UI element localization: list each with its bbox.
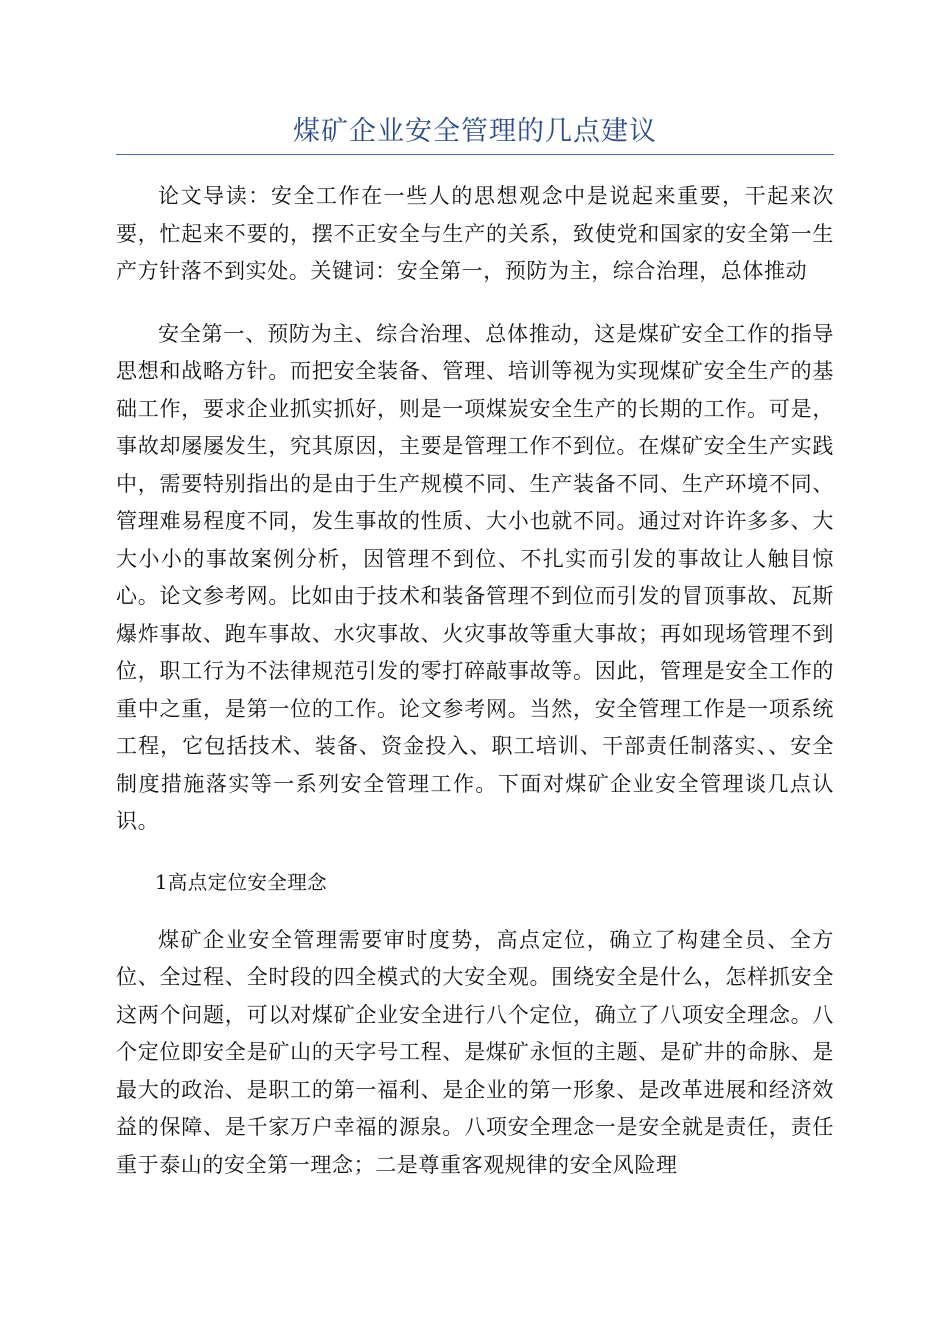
title-underline	[116, 154, 834, 155]
section-heading: 1高点定位安全理念	[155, 870, 328, 894]
document-body	[116, 178, 834, 1209]
section-paragraph: 煤矿企业安全管理需要审时度势，高点定位，确立了构建全员、全方位、全过程、全时段的四全模式的大安全观。围绕安全是什么，怎样抓安全这两个问题，可以对煤矿企业安全进行八个定位，确立了八项安全理念。八个定位即安全是矿山的天字号工程、是煤矿永恒的主题、是矿井的命脉、是最大的政治、是职工的第一福利、是企业的第一形象、是改革进展和经济效益的保障、是千家万户幸福的源泉。八项安全理念一是安全就是责任，责任重于泰山的安全第一理念；二是尊重客观规律的安全风险理	[116, 927, 834, 1177]
abstract-paragraph: 论文导读：安全工作在一些人的思想观念中是说起来重要，干起来次要，忙起来不要的，摆不正安全与生产的关系，致使党和国家的安全第一生产方针落不到实处。关键词：安全第一，预防为主，综合治理，总体推动	[116, 184, 834, 283]
intro-paragraph: 安全第一、预防为主、综合治理、总体推动，这是煤矿安全工作的指导思想和战略方针。而把安全装备、管理、培训等视为实现煤矿安全生产的基础工作，要求企业抓实抓好，则是一项煤炭安全生产的长期的工作。可是，事故却屡屡发生，究其原因，主要是管理工作不到位。在煤矿安全生产实践中，需要特别指出的是由于生产规模不同、生产装备不同、生产环境不同、管理难易程度不同，发生事故的性质、大小也就不同。通过对许许多多、大大小小的事故案例分析，因管理不到位、不扎实而引发的事故让人触目惊心。论文参考网。比如由于技术和装备管理不到位而引发的冒顶事故、瓦斯爆炸事故、跑车事故、水灾事故、火灾事故等重大事故；再如现场管理不到位，职工行为不法律规范引发的零打碎敲事故等。因此，管理是安全工作的重中之重，是第一位的工作。论文参考网。当然，安全管理工作是一项系统工程，它包括技术、装备、资金投入、职工培训、干部责任制落实、、安全制度措施落实等一系列安全管理工作。下面对煤矿企业安全管理谈几点认识。	[116, 321, 834, 833]
document-title: 煤矿企业安全管理的几点建议	[293, 116, 657, 147]
